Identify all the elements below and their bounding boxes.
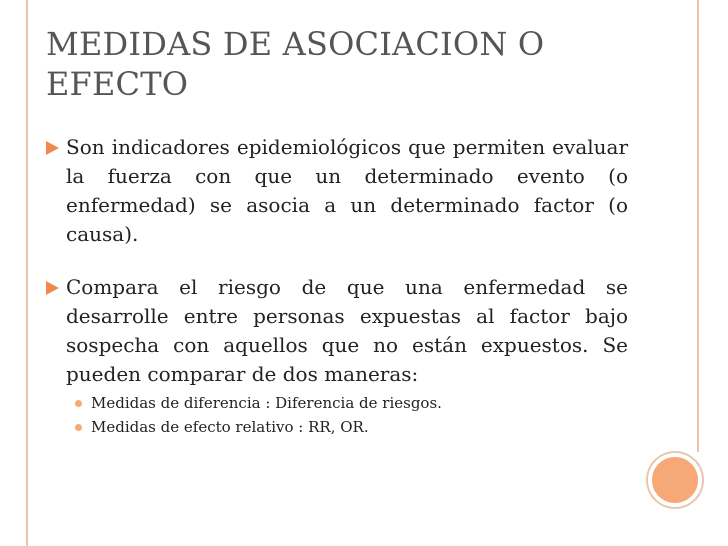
- bullet-item-definition: [46, 133, 628, 249]
- bullet-text: Son indicadores epidemiológicos que permiten evaluar la fuerza con que un determinado evento (o enfermedad) se asocia a un determinado factor (o causa).: [66, 135, 628, 246]
- bullet-text: Compara el riesgo de que una enfermedad se desarrolle entre personas expuestas al factor bajo sospecha con aquellos que no están expuestos. Se pueden comparar de dos maneras:: [66, 275, 628, 386]
- bullet-item-comparison: [46, 273, 628, 439]
- triangle-bullet-icon: [46, 141, 59, 155]
- dot-bullet-icon: [75, 424, 82, 431]
- sub-bullet-list: [66, 391, 628, 439]
- triangle-bullet-icon: [46, 281, 59, 295]
- slide-right-border-line: [697, 0, 699, 452]
- sub-bullet-item-relative-effect: [66, 415, 628, 439]
- sub-bullet-text: Medidas de diferencia : Diferencia de riesgos.: [91, 394, 442, 412]
- sub-bullet-text: Medidas de efecto relativo : RR, OR.: [91, 418, 369, 436]
- slide-left-border-line: [26, 0, 28, 546]
- sub-bullet-item-difference: [66, 391, 628, 415]
- slide-title: MEDIDAS DE ASOCIACION O EFECTO: [46, 25, 545, 103]
- dot-bullet-icon: [75, 400, 82, 407]
- bullet-list: [46, 133, 628, 439]
- decorative-circle-icon: [648, 453, 702, 507]
